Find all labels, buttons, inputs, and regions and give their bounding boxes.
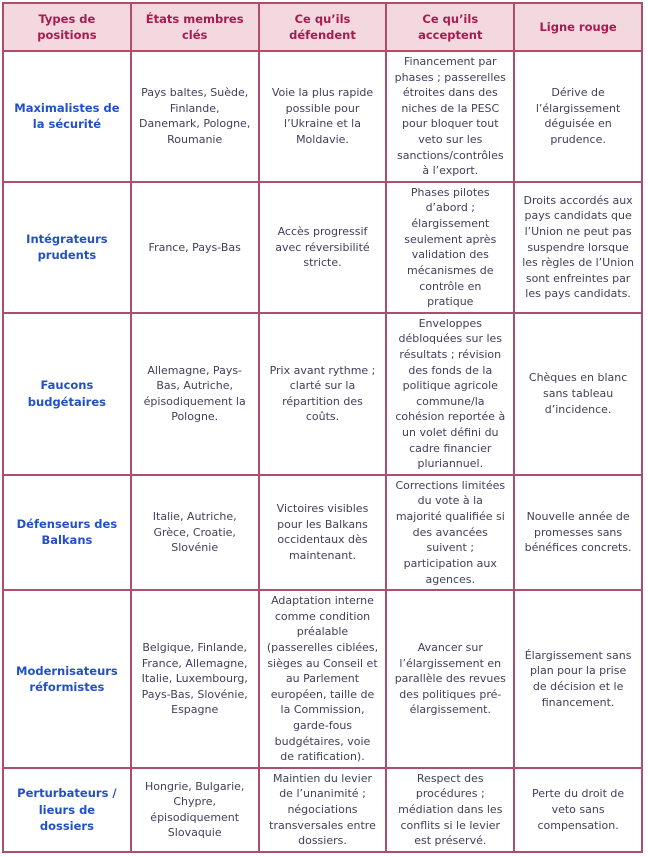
- accept-cell: Enveloppes débloquées sur les résultats ; révision des fonds de la politique agricole commune/la cohésion reportée à un volet défini du cadre financier pluriannuel.: [386, 313, 514, 475]
- accept-cell: Avancer sur l’élargissement en parallèle des revues des politiques pré-élargissement.: [386, 590, 514, 768]
- accept-cell: Financement par phases ; passerelles étroites dans des niches de la PESC pour bloquer tout veto sur les sanctions/contrôles à l’export.: [386, 51, 514, 182]
- table-row-faucons-budgetaires: [3, 313, 642, 475]
- accept-cell: Corrections limitées du vote à la majorité qualifiée si des avancées suivent ; participation aux agences.: [386, 475, 514, 590]
- red-line-cell: Élargissement sans plan pour la prise de décision et le financement.: [514, 590, 642, 768]
- member-states-cell: Pays baltes, Suède, Finlande, Danemark, Pologne, Roumanie: [131, 51, 259, 182]
- table-row-modernisateurs-reformistes: [3, 590, 642, 768]
- defend-cell: Adaptation interne comme condition préalable (passerelles ciblées, sièges au Conseil et au Parlement européen, taille de la Commission, garde-fous budgétaires, voie de ratification).: [259, 590, 387, 768]
- positions-table: [2, 2, 643, 853]
- defend-cell: Voie la plus rapide possible pour l’Ukraine et la Moldavie.: [259, 51, 387, 182]
- table-row-defenseurs-balkans: [3, 475, 642, 590]
- member-states-cell: Belgique, Finlande, France, Allemagne, Italie, Luxembourg, Pays-Bas, Slovénie, Espagne: [131, 590, 259, 768]
- table-row-integrateurs-prudents: [3, 182, 642, 313]
- member-states-cell: Hongrie, Bulgarie, Chypre, épisodiquement Slovaquie: [131, 768, 259, 852]
- position-type-cell: Intégrateurs prudents: [3, 182, 131, 313]
- member-states-cell: Allemagne, Pays-Bas, Autriche, épisodiquement la Pologne.: [131, 313, 259, 475]
- column-header-ce-quils-acceptent: Ce qu’ils acceptent: [386, 3, 514, 51]
- column-header-types-de-positions: Types de positions: [3, 3, 131, 51]
- red-line-cell: Chèques en blanc sans tableau d’incidence.: [514, 313, 642, 475]
- position-type-cell: Maximalistes de la sécurité: [3, 51, 131, 182]
- column-header-ce-quils-defendent: Ce qu’ils défendent: [259, 3, 387, 51]
- member-states-cell: France, Pays-Bas: [131, 182, 259, 313]
- accept-cell: Respect des procédures ; médiation dans les conflits si le levier est préservé.: [386, 768, 514, 852]
- accept-cell: Phases pilotes d’abord ; élargissement seulement après validation des mécanismes de contrôle en pratique: [386, 182, 514, 313]
- table-row-perturbateurs-lieurs: [3, 768, 642, 852]
- column-header-ligne-rouge: Ligne rouge: [514, 3, 642, 51]
- defend-cell: Accès progressif avec réversibilité stricte.: [259, 182, 387, 313]
- member-states-cell: Italie, Autriche, Grèce, Croatie, Slovénie: [131, 475, 259, 590]
- defend-cell: Maintien du levier de l’unanimité ; négociations transversales entre dossiers.: [259, 768, 387, 852]
- defend-cell: Prix avant rythme ; clarté sur la répartition des coûts.: [259, 313, 387, 475]
- position-type-cell: Perturbateurs / lieurs de dossiers: [3, 768, 131, 852]
- defend-cell: Victoires visibles pour les Balkans occidentaux dès maintenant.: [259, 475, 387, 590]
- position-type-cell: Faucons budgétaires: [3, 313, 131, 475]
- table-row-maximalistes-securite: [3, 51, 642, 182]
- red-line-cell: Droits accordés aux pays candidats que l’Union ne peut pas suspendre lorsque les règles de l’Union sont enfreintes par les pays candidats.: [514, 182, 642, 313]
- red-line-cell: Perte du droit de veto sans compensation.: [514, 768, 642, 852]
- position-type-cell: Défenseurs des Balkans: [3, 475, 131, 590]
- red-line-cell: Nouvelle année de promesses sans bénéfices concrets.: [514, 475, 642, 590]
- column-header-etats-membres-cles: États membres clés: [131, 3, 259, 51]
- table-header-row: [3, 3, 642, 51]
- position-type-cell: Modernisateurs réformistes: [3, 590, 131, 768]
- red-line-cell: Dérive de l’élargissement déguisée en prudence.: [514, 51, 642, 182]
